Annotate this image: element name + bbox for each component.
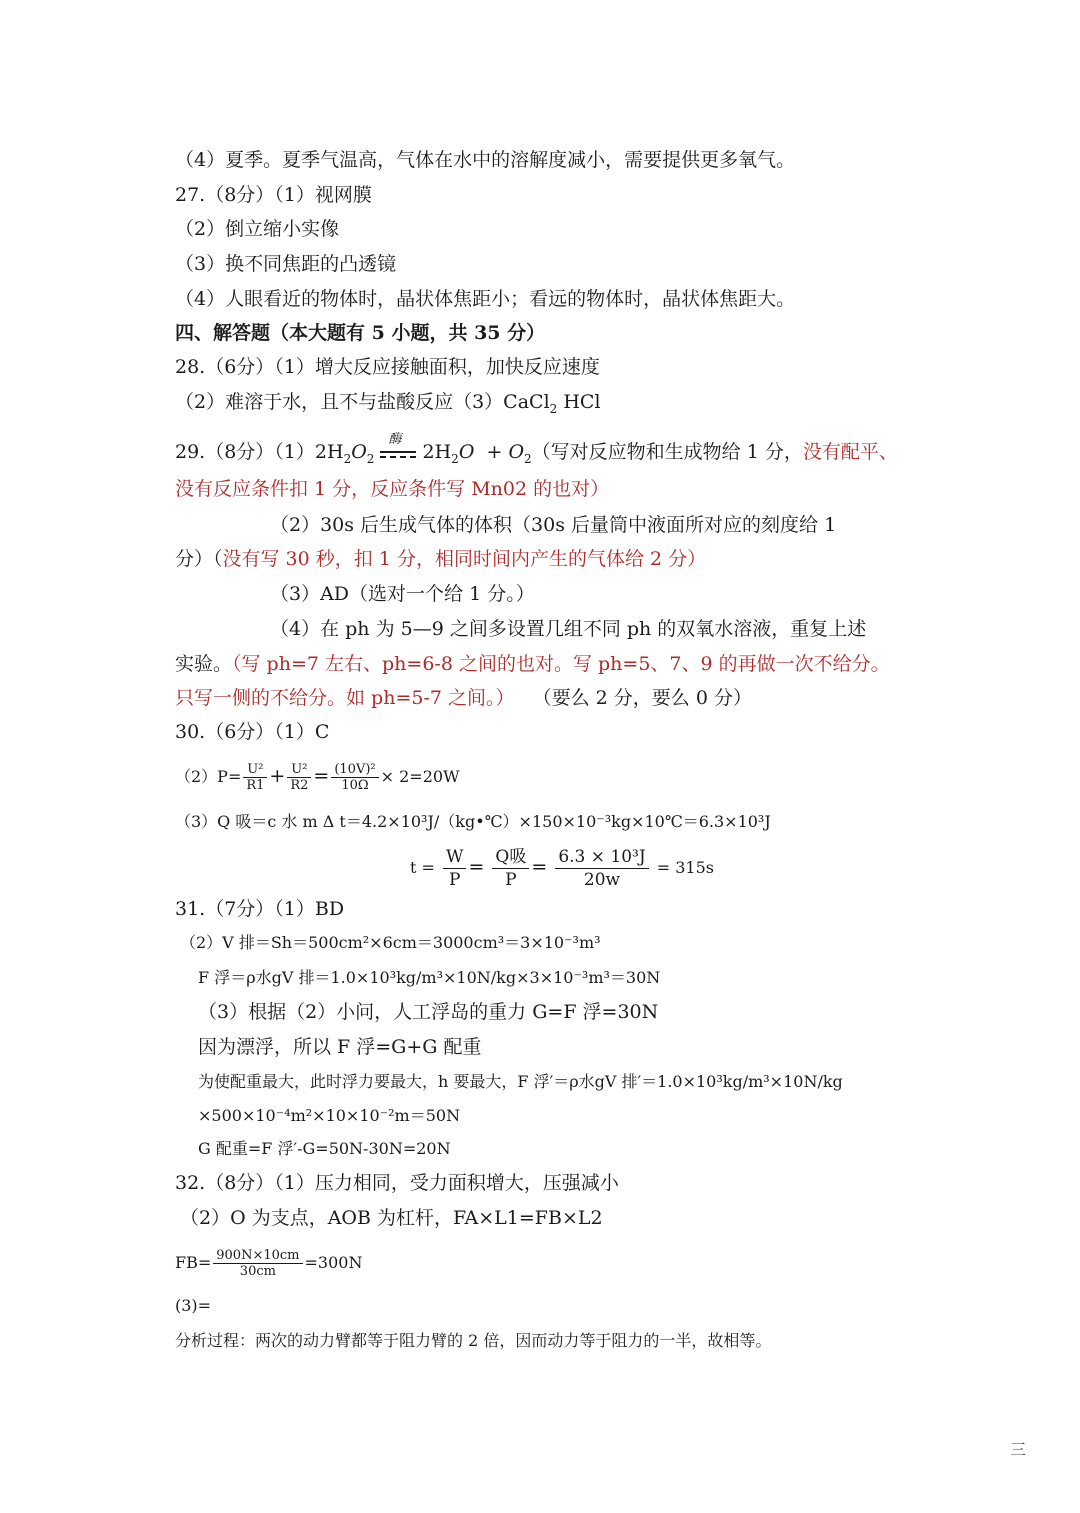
q29-part4-cont: 实验。（写 ph=7 左右、ph=6-8 之间的也对。写 ph=5、7、9 的再做一次不给分。	[175, 653, 890, 675]
q32-title: 32.（8分）（1）压力相同，受力面积增大，压强减小	[175, 1172, 619, 1194]
q26-part4: （4）夏季。夏季气温高，气体在水中的溶解度减小，需要提供更多氧气。	[175, 149, 796, 171]
q30-time-formula: t = $\frac{W}{P}$ = $\frac{\text{Q吸}}{P}$ = $\frac{\text{6.3 × 10³J}}{20w}$ = 315s	[410, 846, 714, 890]
q31-part3-e: G 配重=F 浮′-G=50N-30N=20N	[198, 1139, 451, 1158]
q27-part4: （4）人眼看近的物体时，晶状体焦距小；看远的物体时，晶状体焦距大。	[175, 288, 796, 310]
q29-part2: （2）30s 后生成气体的体积（30s 后量筒中液面所对应的刻度给 1	[270, 514, 837, 536]
q29-red-annotation: 没有反应条件扣 1 分，反应条件写 Mn02 的也对）	[175, 478, 610, 500]
q31-part3: （3）根据（2）小问，人工浮岛的重力 G=F 浮=30N	[198, 1001, 659, 1023]
q28-part2: （2）难溶于水，且不与盐酸反应（3）CaCl$_2$ HCl	[175, 391, 601, 416]
q29-part3: （3）AD（选对一个给 1 分。）	[270, 583, 535, 605]
q28-title: 28.（6分）（1）增大反应接触面积，加快反应速度	[175, 356, 600, 378]
q31-title: 31.（7分）（1）BD	[175, 898, 345, 920]
q29-part4: （4）在 ph 为 5—9 之间多设置几组不同 ph 的双氧水溶液，重复上述	[270, 618, 867, 640]
q30-title: 30.（6分）（1）C	[175, 721, 330, 743]
q32-part3: (3)=	[175, 1296, 212, 1315]
q32-analysis: 分析过程：两次的动力臂都等于阻力臂的 2 倍，因而动力等于阻力的一半，故相等。	[175, 1331, 772, 1350]
q27-title: 27.（8分）（1）视网膜	[175, 184, 372, 206]
q31-part3-d: ×500×10⁻⁴m²×10×10⁻²m＝50N	[198, 1106, 461, 1125]
q31-part3-c: 为使配重最大，此时浮力要最大，h 要最大，F 浮′＝ρ水gV 排′＝1.0×10³kg/m³×10N/kg	[198, 1072, 843, 1091]
q29-equation-line: 29.（8分）$(1)2H_2O_2$ 酶 $2H_2O + O_2$（写对反应物和生成物给 1 分，没有配平、	[175, 431, 898, 466]
q30-part2: （2）P= $\frac{\text{U²}}{R1}$ + $\frac{\text{U²}}{R2}$ = $\frac{\text{(10V)²}}{10\Omega}$ × 2=20W	[175, 761, 460, 793]
q32-part2: （2）O 为支点，AOB 为杠杆，FA×L1=FB×L2	[180, 1207, 603, 1229]
q30-part3: （3）Q 吸＝c 水 m Δ t＝4.2×10³J/（kg•℃）×150×10⁻³kg×10℃＝6.3×10³J	[175, 812, 771, 831]
q29-part2-cont: 分）（没有写 30 秒，扣 1 分，相同时间内产生的气体给 2 分）	[175, 548, 707, 570]
q29-part4-end: 只写一侧的不给分。如 ph=5-7 之间。） （要么 2 分，要么 0 分）	[175, 687, 752, 709]
q27-part2: （2）倒立缩小实像	[175, 218, 340, 240]
q31-part2: （2）V 排＝Sh＝500cm²×6cm＝3000cm³＝3×10⁻³m³	[180, 933, 601, 952]
reaction-arrow: 酶	[380, 449, 416, 458]
section-heading: 四、解答题（本大题有 5 小题，共 35 分）	[175, 322, 546, 344]
red-annotation: 没有配平、	[802, 441, 898, 463]
q32-fb-formula: FB= $\frac{900N\times 10cm}{30cm}$ =300N	[175, 1247, 363, 1279]
page-corner-mark: 三	[1010, 1440, 1027, 1459]
q31-buoyancy: F 浮＝ρ水gV 排＝1.0×10³kg/m³×10N/kg×3×10⁻³m³＝30N	[198, 968, 661, 987]
q31-part3-b: 因为漂浮，所以 F 浮=G+G 配重	[198, 1036, 482, 1058]
q27-part3: （3）换不同焦距的凸透镜	[175, 253, 397, 275]
